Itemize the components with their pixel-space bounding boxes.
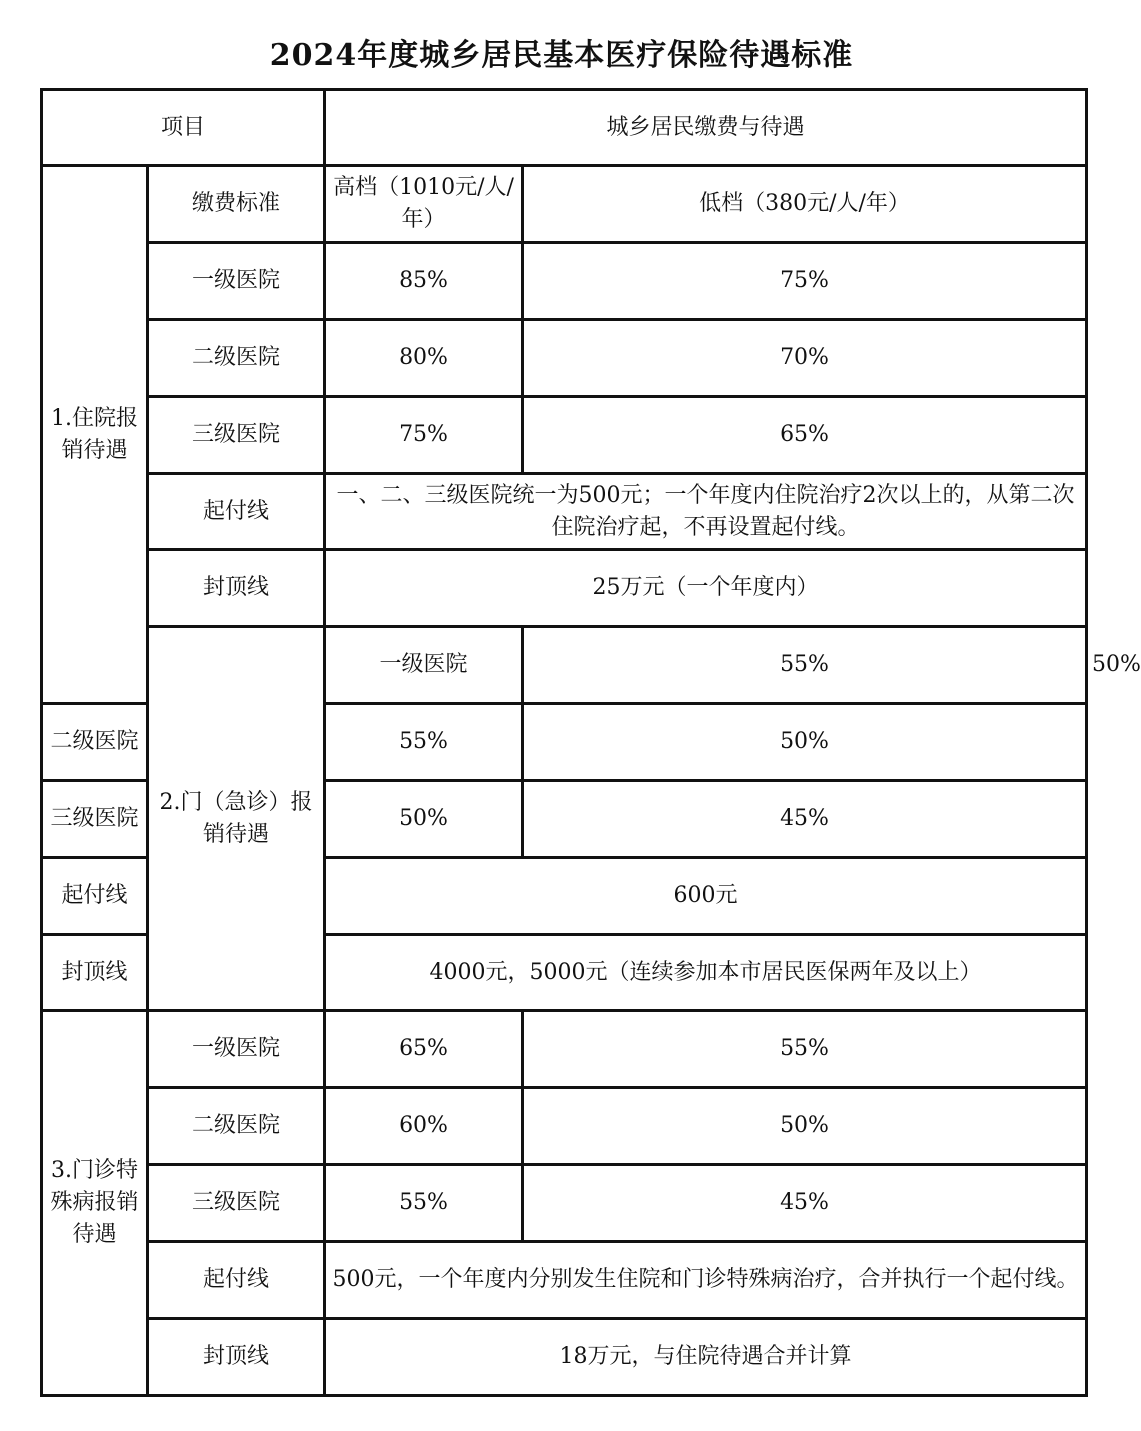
header-item: 项目 — [42, 90, 325, 166]
table-row — [42, 166, 1087, 243]
deductible-value: 600元 — [325, 858, 1087, 935]
row-label: 三级医院 — [42, 781, 148, 858]
cell-high: 75% — [325, 397, 523, 474]
row-label: 一级医院 — [325, 627, 523, 704]
deductible-label: 起付线 — [148, 474, 325, 550]
row-label: 一级医院 — [148, 1011, 325, 1088]
row-label: 三级医院 — [148, 1165, 325, 1242]
deductible-label: 起付线 — [42, 858, 148, 935]
cell-low: 50% — [523, 1088, 1087, 1165]
table-row — [42, 1319, 1087, 1396]
section-label: 2.门（急诊）报销待遇 — [148, 627, 325, 1011]
header-col: 城乡居民缴费与待遇 — [325, 90, 1087, 166]
cell-low: 70% — [523, 320, 1087, 397]
row-label: 二级医院 — [148, 1088, 325, 1165]
table-row — [42, 397, 1087, 474]
section-label: 3.门诊特殊病报销待遇 — [42, 1011, 148, 1396]
table-row — [42, 474, 1087, 550]
cell-low: 65% — [523, 397, 1087, 474]
cap-label: 封顶线 — [148, 1319, 325, 1396]
deductible-value: 500元，一个年度内分别发生住院和门诊特殊病治疗，合并执行一个起付线。 — [325, 1242, 1087, 1319]
deductible-value: 一、二、三级医院统一为500元；一个年度内住院治疗2次以上的，从第二次住院治疗起，不再设置起付线。 — [325, 474, 1087, 550]
row-label: 三级医院 — [148, 397, 325, 474]
row-label: 一级医院 — [148, 243, 325, 320]
table-row — [42, 320, 1087, 397]
cap-label: 封顶线 — [148, 550, 325, 627]
page-title: 2024年度城乡居民基本医疗保险待遇标准 — [269, 38, 854, 73]
cell-high: 55% — [325, 1165, 523, 1242]
table-row — [42, 1165, 1087, 1242]
cap-label: 封顶线 — [42, 935, 148, 1011]
cap-value: 18万元，与住院待遇合并计算 — [325, 1319, 1087, 1396]
cell-high: 50% — [325, 781, 523, 858]
cell-low: 45% — [523, 781, 1087, 858]
row-label: 二级医院 — [148, 320, 325, 397]
deductible-label: 起付线 — [148, 1242, 325, 1319]
cell-low: 75% — [523, 243, 1087, 320]
cell-high: 55% — [523, 627, 1087, 704]
fee-label: 缴费标准 — [148, 166, 325, 243]
table-row — [42, 550, 1087, 627]
table-row — [42, 1088, 1087, 1165]
cell-low: 45% — [523, 1165, 1087, 1242]
cell-high: 85% — [325, 243, 523, 320]
cell-high: 55% — [325, 704, 523, 781]
cell-high: 80% — [325, 320, 523, 397]
cap-value: 25万元（一个年度内） — [325, 550, 1087, 627]
header-row — [42, 90, 1087, 166]
cell-low: 55% — [523, 1011, 1087, 1088]
row-label: 二级医院 — [42, 704, 148, 781]
table-row — [42, 1011, 1087, 1088]
cell-low: 50% — [523, 704, 1087, 781]
fee-high: 高档（1010元/人/年） — [325, 166, 523, 243]
benefit-table — [40, 88, 1141, 1397]
table-row: 2.门（急诊）报销待遇 一级医院 55% 50% — [42, 627, 1087, 704]
cell-high: 60% — [325, 1088, 523, 1165]
cap-value: 4000元，5000元（连续参加本市居民医保两年及以上） — [325, 935, 1087, 1011]
table-row — [42, 1242, 1087, 1319]
section-label: 1.住院报销待遇 — [42, 166, 148, 704]
fee-low: 低档（380元/人/年） — [523, 166, 1087, 243]
table-row — [42, 243, 1087, 320]
cell-high: 65% — [325, 1011, 523, 1088]
